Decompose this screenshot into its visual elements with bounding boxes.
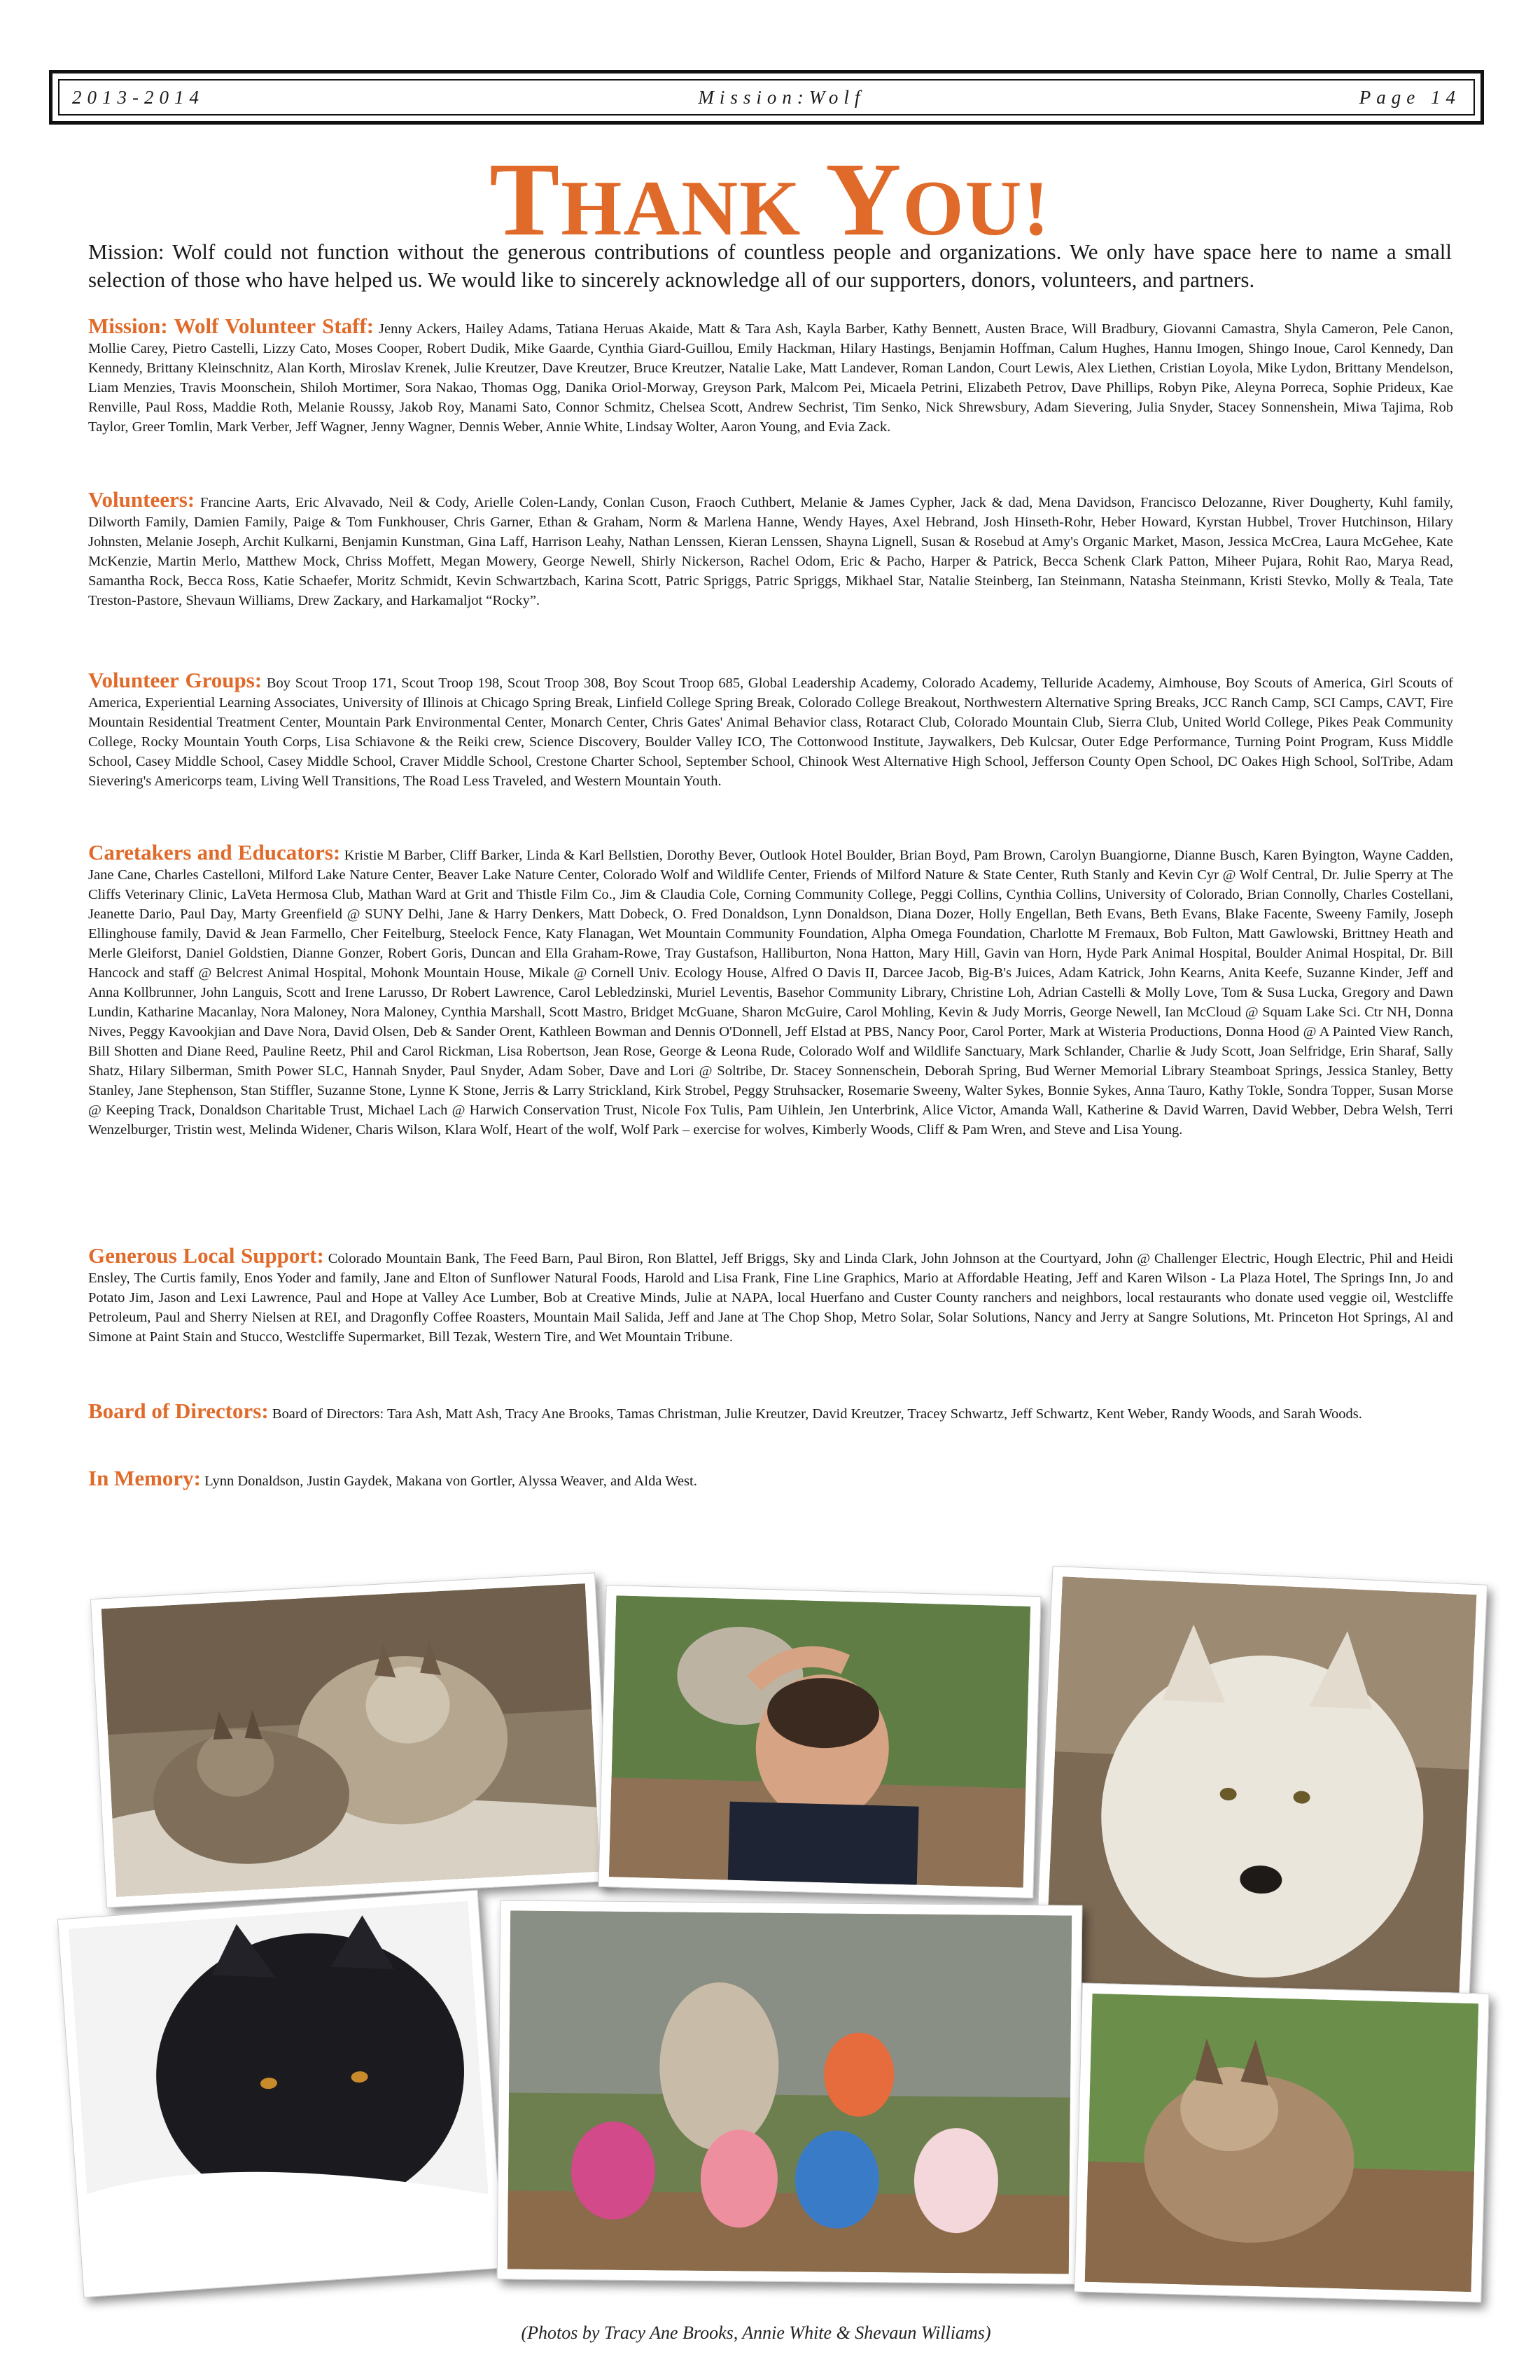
section-local-support: [88, 1243, 1454, 1347]
title-first-letter: T: [489, 141, 561, 258]
section-text: Jenny Ackers, Hailey Adams, Tatiana Heruas Akaide, Matt & Tara Ash, Kayla Barber, Kathy Bennett, Austen Brace, Will Bradbury, Giovanni Camastra, Shyla Cameron, Pele Canon, Mollie Carey, Pietro Castelli, Lizzy Cato, Moses Cooper, Robert Dudik, Mike Gaarde, Cynthia Giard-Guillou, Emily Hackman, Hilary Hastings, Benjamin Hoffman, Calum Hughes, Hannu Imogen, Shingo Inoue, Carol Kennedy, Dan Kennedy, Brittany Kleinschnitz, Alan Korth, Miroslav Krenek, Julie Kreutzer, Dave Kreutzer, Bruce Kreutzer, Natalie Lake, Matt Landever, Roman Landon, Court Lewis, Alex Liethen, Cristian Loyola, Mike Lydon, Brittany Mendelson, Liam Menzies, Travis Moonschein, Shiloh Mortimer, Sora Nakao, Thomas Ogg, Danika Oriol-Morway, Greyson Park, Malcom Pei, Micaela Petrini, Elizabeth Petrov, Dave Phillips, Robyn Pike, Aleyna Porreca, Sophie Prideux, Kae Renville, Paul Ross, Maddie Roth, Melanie Roussy, Jakob Roy, Manami Sato, Connor Schmitz, Chelsea Scott, Andrew Sechrist, Tim Senko, Nick Shrewsbury, Adam Sievering, Julia Snyder, Stacey Sonnenshein, Miwa Tajima, Rob Taylor, Greer Tomlin, Mark Verber, Jeff Wagner, Jenny Wagner, Dennis Weber, Annie White, Lindsay Wolter, Aaron Young, and Evia Zack.: [88, 321, 1454, 435]
photo-caption: (Photos by Tracy Ane Brooks, Annie White & Shevaun Williams): [521, 2323, 991, 2343]
section-heading: In Memory:: [88, 1466, 201, 1490]
white-wolf-image: [1045, 1576, 1477, 2001]
wolf-pup-image: [1085, 1994, 1479, 2292]
page-header-inner: [58, 79, 1475, 115]
section-text: Kristie M Barber, Cliff Barker, Linda & Karl Bellstien, Dorothy Bever, Outlook Hotel Boulder, Brian Boyd, Pam Brown, Carolyn Buangiorne, Dianne Busch, Karen Byington, Wayne Cadden, Jane Cane, Charles Castelloni, Milford Lake Nature Center, Beaver Lake Nature Center, Colorado Wolf and Wildlife Center, Friends of Milford Nature & State Center, Ruth Stanly and Kevin Cyr @ Wolf Central, Dr. Julie Sperry at The Cliffs Veterinary Clinic, LaVeta Hermosa Club, Mathan Ward at Grit and Thistle Film Co., Jim & Claudia Cole, Corning Community College, Peggi Collins, Cynthia Collins, University of Colorado, Brian Connolly, Charles Costellani, Jeanette Dario, Paul Day, Marty Greenfield @ SUNY Delhi, Jane & Harry Denkers, Matt Dobeck, O. Fred Donaldson, Lynn Donaldson, Diana Dozer, Holly Engellan, Beth Evans, Beth Evans, Blake Facente, Sweeny Family, Joseph Ellinghouse family, David & Jean Farmello, Cher Feitelburg, Steelock Fence, Katy Flanagan, Wet Mountain Community Foundation, Alpha Omega Foundation, Charlotte M Fremaux, Bob Fulton, Matt Gawlowski, Brittney Heath and Merle Gleiforst, Daniel Goldstien, Dianne Gonzer, Robert Goris, Duncan and Ella Graham-Rowe, Tray Gustafson, Halliburton, Nona Hatton, Mary Hill, Gavin van Horn, Hyde Park Animal Hospital, Boulder Animal Hospital, Dr. Bill Hancock and staff @ Belcrest Animal Hospital, Mohonk Mountain House, Mikale @ Cornell Univ. Ecology House, Alfred O Davis II, Darcee Jacob, Big-B's Juices, Adam Katrick, John Kearns, Anita Keefe, Suzanne Kinder, Jeff and Anna Kollbrunner, John Languis, Scott and Irene Larusso, Dr Robert Lawrence, Carol Lebledzinski, Muriel Leventis, Basehor Community Library, Christine Loh, Adrian Castelli & Molly Love, Tom & Susa Lucka, Gregory and Dawn Lundin, Katharine Macanlay, Nora Maloney, Nora Maloney, Cynthia Marshall, Scott Mastro, Bridget McGuane, Sharon McGuire, Carol Mohling, Kevin & Judy Morris, George Newell, Ian McCloud @ Squam Lake Sci. Ctr NH, Donna Nives, Peggy Kavookjian and Dave Nora, David Olsen, Deb & Sander Orent, Kathleen Bowman and Dennis O'Donnell, Jeff Elstad at PBS, Nancy Poor, Carol Porter, Mark at Wisteria Productions, Donna Hood @ A Painted View Ranch, Bill Shotten and Diane Reed, Pauline Reetz, Phil and Carol Rickman, Lisa Robertson, Jean Rose, George & Leona Rude, Colorado Wolf and Wildlife Sanctuary, Mark Schlander, Charlie & Judy Scott, Joan Selfridge, Erin Sharaf, Sally Shatz, Hilary Silberman, Smith Power SLC, Hannah Snyder, Paul Snyder, Adam Sober, Dave and Lori @ Soltribe, Dr. Stacey Sonnenschein, Deborah Spring, Bud Werner Memorial Library Steamboat Springs, Jessica Stanley, Betty Stanley, Jane Stephenson, Stan Stiffler, Suzanne Stone, Lynne K Stone, Jerris & Larry Strickland, Kirk Strobel, Peggy Struhsacker, Rosemarie Sweeny, Walter Sykes, Bonnie Sykes, Anna Tauro, Kathy Tokle, Sondra Topper, Susan Morse @ Keeping Track, Donaldson Charitable Trust, Michael Lach @ Harwich Conservation Trust, Nicole Fox Tulis, Pam Uihlein, Jen Unterbrink, Alice Victor, Amanda Wall, Katherine & David Warren, David Webber, Debra Welsh, Terri Wenzelburger, Tristin west, Melinda Widener, Charis Wilson, Klara Wolf, Heart of the wolf, Wolf Park – exercise for wolves, Kimberly Woods, Cliff & Pam Wren, and Steve and Lisa Young.: [88, 848, 1454, 1138]
photo-white-wolf: [1034, 1566, 1488, 2013]
section-in-memory: [88, 1466, 1453, 1491]
children-wolf-image: [507, 1911, 1072, 2274]
title-first-rest: HANK: [561, 165, 802, 252]
page-header: [49, 70, 1484, 125]
photo-children-with-wolf: [497, 1900, 1083, 2284]
title-second-rest: OU!: [902, 165, 1051, 252]
section-caretakers-educators: [88, 840, 1454, 1140]
section-text: Lynn Donaldson, Justin Gaydek, Makana von Gortler, Alyssa Weaver, and Alda West.: [204, 1474, 697, 1489]
section-text: Boy Scout Troop 171, Scout Troop 198, Scout Troop 308, Boy Scout Troop 685, Global Leadership Academy, Colorado Academy, Telluride Academy, Aimhouse, Boy Scouts of America, Girl Scouts of America, Experiential Learning Associates, University of Illinois at Chicago Spring Break, Linfield College Spring Break, Colorado College Breakout, Northwestern Alternative Spring Breaks, JCC Ranch Camp, SCI Camps, CAVT, Fire Mountain Residential Treatment Center, Mountain Park Environmental Center, Monarch Center, Chris Gates' Animal Behavior class, Rotaract Club, Colorado Mountain Club, Sierra Club, United World College, Pikes Peak Community College, Rocky Mountain Youth Corps, Lisa Schiavone & the Reiki crew, Science Discovery, Boulder Valley ICO, The Cottonwood Institute, Jaywalkers, Deb Kulcsar, Outer Edge Performance, Turning Point Program, Kuss Middle School, Casey Middle School, Casey Middle School, Craver Middle School, Crestone Charter School, September School, Chinook West Alternative High School, Jefferson County Open School, DC Oakes High School, SolTribe, Adam Sievering's Americorps team, Living Well Transitions, The Road Less Traveled, and Western Mountain Youth.: [88, 676, 1454, 789]
section-volunteer-groups: [88, 668, 1454, 791]
section-heading: Board of Directors:: [88, 1399, 269, 1423]
photo-two-gray-wolves: [90, 1572, 611, 1907]
section-text: Board of Directors: Tara Ash, Matt Ash, Tracy Ane Brooks, Tamas Christman, Julie Kreutzer, David Kreutzer, Tracey Schwartz, Jeff Schwartz, Kent Weber, Randy Woods, and Sarah Woods.: [272, 1406, 1362, 1422]
header-publication: Mission:Wolf: [698, 86, 866, 108]
section-heading: Mission: Wolf Volunteer Staff:: [88, 314, 374, 338]
section-volunteer-staff: [88, 316, 1453, 437]
intro-paragraph: Mission: Wolf could not function without the generous contributions of countless people and organizations. We only have space here to name a small selection of those who have helped us. We would like to sincerely acknowledge all of our supporters, donors, volunteers, and partners.: [88, 239, 1452, 292]
header-page-number: Page 14: [1359, 86, 1461, 108]
man-wolf-image: [609, 1595, 1030, 1887]
wolves-image: [102, 1583, 601, 1897]
section-heading: Caretakers and Educators:: [88, 840, 341, 864]
section-volunteers: [88, 487, 1454, 610]
header-year: 2013-2014: [72, 86, 204, 108]
photo-wolf-pup: [1074, 1982, 1489, 2302]
title-second-letter: Y: [825, 141, 903, 258]
section-text: Colorado Mountain Bank, The Feed Barn, Paul Biron, Ron Blattel, Jeff Briggs, Sky and Linda Clark, John Johnson at the Courtyard, John @ Challenger Electric, Hough Electric, Phil and Heidi Ensley, The Curtis family, Enos Yoder and family, Jane and Elton of Sunflower Natural Foods, Harold and Lisa Frank, Fine Line Graphics, Mario at Affordable Heating, Jeff and Karen Wilson - La Plaza Hotel, The Springs Inn, Jo and Potato Jim, Jason and Lexi Lawrence, Paul and Hope at Valley Ace Lumber, Bob at Creative Minds, Julie at NAPA, local Huerfano and Custer County ranchers and neighbors, local restaurants who donate used veggie oil, Westcliffe Petroleum, Paul and Sherry Nielsen at REI, and Dragonfly Coffee Roasters, Mountain Mail Salida, Jeff and Jane at The Chop Shop, Metro Solar, Solar Solutions, Nancy and Jerry at Sangre Solutions, Mt. Princeton Hot Springs, Al and Simone at Paint Stain and Stucco, Westcliffe Supermarket, Bill Tezak, Western Tire, and Wet Mountain Tribune.: [88, 1251, 1454, 1345]
photo-black-wolf-snow: [57, 1890, 504, 2298]
photo-man-with-wolf: [598, 1585, 1041, 1898]
black-wolf-image: [69, 1901, 493, 2287]
section-board-of-directors: [88, 1401, 1453, 1424]
section-heading: Volunteer Groups:: [88, 668, 262, 692]
section-heading: Generous Local Support:: [88, 1243, 324, 1268]
section-heading: Volunteers:: [88, 487, 195, 512]
section-text: Francine Aarts, Eric Alvavado, Neil & Cody, Arielle Colen-Landy, Conlan Cuson, Fraoch Cuthbert, Melanie & James Cypher, Jack & dad, Mena Davidson, Francisco Delozanne, River Dougherty, Kuhl family, Dilworth Family, Damien Family, Paige & Tom Funkhouser, Chris Garner, Ethan & Graham, Norm & Marlena Hanne, Wendy Hayes, Axel Hebrand, Josh Hinseth-Rohr, Heber Howard, Kyrstan Hubbel, Trover Hutchinson, Hilary Johnsten, Melanie Joseph, Archit Kulkarni, Benjamin Kunstman, Gina Laff, Harrison Leahy, Nathan Lenssen, Kieran Lenssen, Shayna Lignell, Susan & Rosebud at Amy's Organic Market, Mason, Jessica McCrea, Laura McGehee, Kate McKenzie, Martin Merlo, Matthew Mock, Chriss Moffett, Megan Mowery, George Newell, Shirly Nickerson, Rachel Odom, Eric & Pacho, Harper & Patrick, Becca Schenk Clark Patton, Miheer Pujara, Rohit Rao, Marya Read, Samantha Rock, Becca Ross, Katie Schaefer, Moritz Schmidt, Kevin Schwartzbach, Karina Scott, Patric Spriggs, Patric Spriggs, Mikhael Star, Natalie Steinberg, Ian Steinmann, Natasha Steinmann, Kristi Stevko, Molly & Teala, Tate Treston-Pastore, Shevaun Williams, Drew Zackary, and Harkamaljot “Rocky”.: [88, 495, 1454, 608]
